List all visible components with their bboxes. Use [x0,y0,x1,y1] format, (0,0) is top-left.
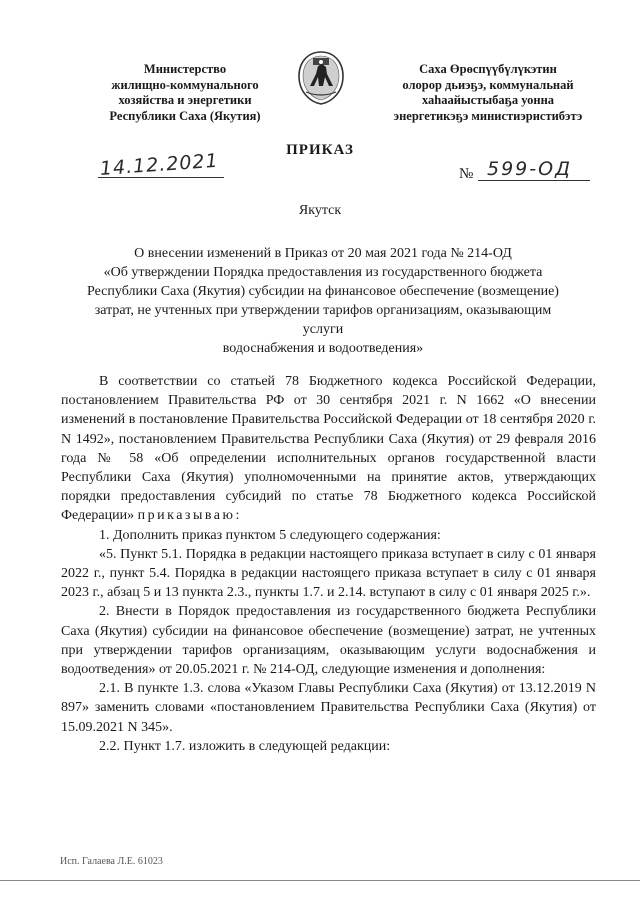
subject-line: водоснабжения и водоотведения» [222,341,424,356]
subject-line: О внесении изменений в Приказ от 20 мая 2021 года № 214-ОД [134,246,512,261]
order-number-label: № [459,166,474,182]
body-paragraph: 1. Дополнить приказ пунктом 5 следующего содержания: [99,527,441,543]
order-body [61,372,596,756]
date-underline [98,177,224,178]
ministry-sakha-line: хаһаайыстыбаҕа уонна [421,93,555,107]
ministry-name-russian [105,62,265,124]
subject-line: «Об утверждении Порядка предоставления из государственного бюджета [103,265,543,280]
page-bottom-rule [0,880,640,881]
executor-note: Исп. Галаева Л.Е. 61023 [60,856,163,867]
order-directive: приказываю: [137,508,242,524]
ministry-ru-line: Республики Саха (Якутия) [109,108,261,123]
ministry-ru-line: Министерство [143,62,227,76]
subject-line: затрат, не учтенных при утверждении тарифов организациям, оказывающим услуги [94,303,552,337]
order-title: ПРИКАЗ [286,142,354,158]
ministry-sakha-line: Саха Өрөспүүбүлүкэтин [419,62,557,76]
coat-of-arms-icon [296,50,346,106]
order-subject [78,244,568,358]
preamble-text: В соответствии со статьей 78 Бюджетного кодекса Российской Федерации, постановлением Правительства РФ от 30 сентября 2021 г. N 1662 «О внесении изменений в постановление Правительства Российской Федерации от 18 сентября 2020 г. N 1492», постановлением Правительства Республики Саха (Якутия) от 29 февраля 2016 года № 58 «Об определении исполнительных органов государственной власти Республики Саха (Якутия) уполномоченными на принятие актов, утверждающих порядки предоставления субсидий по статье 78 Бюджетного кодекса Российской Федерации» [61,374,596,524]
body-paragraph: 2. Внести в Порядок предоставления из государственного бюджета Республики Саха (Якутия) субсидии на финансовое обеспечение (возмещение) затрат, не учтенных при утверждении тарифов организациям, оказывающим услуги водоснабжения и водоотведения» от 20.05.2021 г. № 214-ОД, следующие изменения и дополнения: [61,604,596,678]
body-paragraph: 2.2. Пункт 1.7. изложить в следующей редакции: [99,738,391,754]
ministry-sakha-line: энергетикэҕэ министиэристибэтэ [393,108,583,123]
ministry-sakha-line: олорор дьиэҕэ, коммунальнай [402,77,574,92]
ministry-ru-line: хозяйства и энергетики [118,93,252,107]
subject-line: Республики Саха (Якутия) субсидии на финансовое обеспечение (возмещение) [87,284,559,299]
order-number: 599-ОД [487,158,572,180]
body-paragraph: 2.1. В пункте 1.3. слова «Указом Главы Республики Саха (Якутия) от 13.12.2019 N 897» заменить словами «постановлением Правительства Республики Саха (Якутия) от 15.09.2021 N 345». [61,681,596,735]
body-paragraph: «5. Пункт 5.1. Порядка в редакции настоящего приказа вступает в силу с 01 января 2022 г., пункт 5.4. Порядка в редакции настоящего приказа вступает в силу с 01 января 2023 г., абзац 5 и 13 пункта 2.3., пункты 1.7. и 2.14. вступают в силу с 01 января 2025 г.». [61,546,596,601]
number-underline [478,180,590,181]
body-paragraph-preamble [61,372,596,526]
order-city: Якутск [298,203,342,218]
ministry-ru-line: жилищно-коммунального [111,77,259,92]
ministry-name-sakha [360,62,616,124]
order-date: 14.12.2021 [99,149,220,180]
